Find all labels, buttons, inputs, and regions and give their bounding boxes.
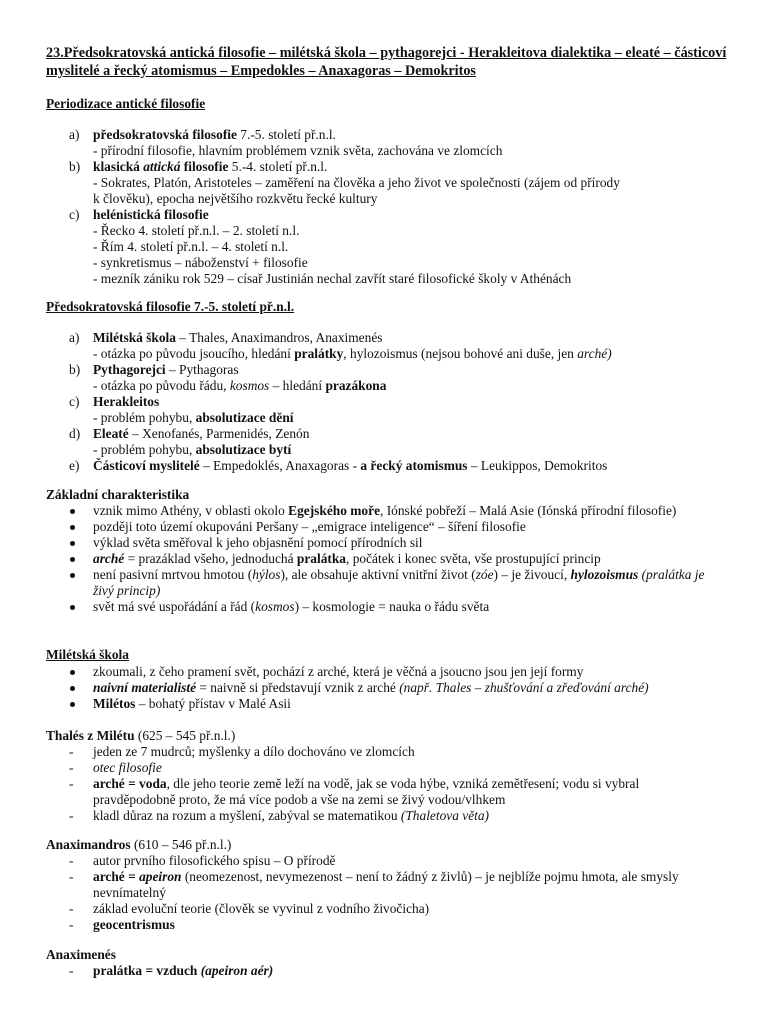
- text-run: – Empedoklés, Anaxagoras -: [199, 458, 361, 473]
- heading-miletska: Milétská škola: [46, 647, 129, 662]
- text-run: kosmos: [255, 599, 295, 614]
- list-item: [0, 599, 723, 615]
- list-item: [0, 551, 723, 567]
- list-item: [0, 159, 768, 207]
- list-line: [93, 239, 768, 255]
- list-marker: c): [69, 394, 80, 409]
- list-line: [93, 442, 768, 458]
- list-item: [0, 458, 768, 474]
- list-marker: b): [69, 362, 81, 377]
- text-run: k člověku), epocha největšího rozkvětu řecké kultury: [93, 191, 378, 206]
- text-run: arché: [93, 551, 125, 566]
- text-run: svět má své uspořádání a řád (: [93, 599, 256, 614]
- text-run: arché = voda: [93, 776, 167, 791]
- text-run: - přírodní filosofie, hlavním problémem vznik světa, zachována ve zlomcích: [93, 143, 503, 158]
- list-line: [93, 458, 768, 474]
- list-item: [0, 394, 768, 426]
- text-run: - Řím 4. století př.n.l. – 4. století n.l.: [93, 239, 289, 254]
- thales-dates: (625 – 545 př.n.l.): [134, 728, 236, 743]
- text-run: , dle jeho teorie země leží na vodě, jak se voda hýbe, vzniká zemětřesení; vodu si vybral pravděpodobně proto, že má více podob a vše na zemi se živý vodou/vlhkem: [93, 776, 640, 807]
- list-line: [93, 410, 768, 426]
- text-run: otec filosofie: [93, 760, 162, 775]
- text-run: arché): [577, 346, 612, 361]
- text-run: kosmos: [229, 378, 270, 393]
- list-item: [0, 776, 723, 808]
- list-line: [93, 362, 768, 378]
- text-run: (např. Thales – zhušťování a zřeďování arché): [399, 680, 649, 695]
- list-line: [93, 330, 768, 346]
- list-line: [93, 223, 768, 239]
- text-run: Milétská škola: [93, 330, 176, 345]
- text-run: hylozoismus: [570, 567, 639, 582]
- list-item: [0, 917, 723, 933]
- list-item: [0, 664, 723, 680]
- dash-marker: -: [69, 853, 74, 868]
- text-run: prazákona: [325, 378, 387, 393]
- anaximenes-list: [0, 963, 768, 979]
- text-run: Eleaté: [93, 426, 129, 441]
- list-item: [0, 426, 768, 458]
- text-run: a řecký atomismus: [360, 458, 468, 473]
- periodizace-list: [0, 127, 768, 287]
- text-run: - Řecko 4. století př.n.l. – 2. století n.l.: [93, 223, 300, 238]
- list-line: [93, 271, 768, 287]
- bullet-icon: [70, 702, 75, 707]
- list-item: [0, 760, 723, 776]
- list-item: [0, 853, 723, 869]
- text-run: - synkretismus – náboženství + filosofie: [93, 255, 308, 270]
- text-run: Pythagorejci: [93, 362, 166, 377]
- text-run: – Pythagoras: [165, 362, 239, 377]
- list-line: [93, 159, 768, 175]
- list-item: [0, 744, 723, 760]
- text-run: (pralátka je živý princip): [93, 567, 705, 598]
- text-run: není pasivní mrtvou hmotou (: [93, 567, 253, 582]
- heading-predsokratovska: Předsokratovská filosofie 7.-5. století př.n.l.: [46, 299, 295, 314]
- list-item: [0, 362, 768, 394]
- text-run: Egejského moře: [288, 503, 381, 518]
- text-run: filosofie: [180, 159, 229, 174]
- text-run: hýlos: [252, 567, 281, 582]
- list-line: [93, 207, 768, 223]
- list-line: [93, 175, 768, 191]
- text-run: – bohatý přístav v Malé Asii: [135, 696, 291, 711]
- text-run: naivní materialisté: [93, 680, 197, 695]
- text-run: předsokratovská filosofie: [93, 127, 237, 142]
- text-run: zkoumali, z čeho pramení svět, pochází z arché, která je věčná a jsoucno jsou jen její formy: [93, 664, 584, 679]
- text-run: - problém pohybu,: [93, 410, 196, 425]
- text-run: - mezník zániku rok 529 – císař Justinián nechal zavřít staré filosofické školy v Athénách: [93, 271, 572, 286]
- text-run: , hylozoismus (nejsou bohové ani duše, jen: [343, 346, 578, 361]
- text-run: jeden ze 7 mudrců; myšlenky a dílo dochováno ve zlomcích: [93, 744, 415, 759]
- text-run: – Xenofanés, Parmenidés, Zenón: [128, 426, 310, 441]
- text-run: - Sokrates, Platón, Aristoteles – zaměření na člověka a jeho život ve společnosti (zájem od přírody: [93, 175, 620, 190]
- anaximandros-dates: (610 – 546 př.n.l.): [130, 837, 232, 852]
- list-marker: b): [69, 159, 81, 174]
- text-run: pralátka: [296, 551, 346, 566]
- bullet-icon: [70, 670, 75, 675]
- list-marker: c): [69, 207, 80, 222]
- text-run: zóe: [475, 567, 494, 582]
- list-item: [0, 808, 723, 824]
- text-run: ) – je živoucí,: [493, 567, 571, 582]
- list-marker: e): [69, 458, 80, 473]
- text-run: – hledání: [269, 378, 326, 393]
- list-item: [0, 127, 768, 159]
- text-run: = naivně si představují vznik z arché: [196, 680, 400, 695]
- bullet-icon: [70, 557, 75, 562]
- text-run: – Thales, Anaximandros, Anaximenés: [175, 330, 383, 345]
- text-run: kladl důraz na rozum a myšlení, zabýval se matematikou: [93, 808, 401, 823]
- text-run: pralátky: [294, 346, 344, 361]
- text-run: Milétos: [93, 696, 136, 711]
- text-run: geocentrismus: [93, 917, 175, 932]
- text-run: (apeiron aér): [200, 963, 274, 978]
- dash-marker: -: [69, 760, 74, 775]
- bullet-icon: [70, 573, 75, 578]
- text-run: základ evoluční teorie (člověk se vyvinul z vodního živočicha): [93, 901, 430, 916]
- text-run: – Leukippos, Demokritos: [467, 458, 608, 473]
- list-item: [0, 535, 723, 551]
- list-line: [93, 394, 768, 410]
- text-run: 5.-4. století př.n.l.: [228, 159, 328, 174]
- text-run: Herakleitos: [93, 394, 160, 409]
- dash-marker: -: [69, 776, 74, 791]
- list-line: [93, 378, 768, 394]
- bullet-icon: [70, 686, 75, 691]
- text-run: = prazáklad všeho, jednoduchá: [124, 551, 297, 566]
- list-line: [93, 255, 768, 271]
- bullet-icon: [70, 525, 75, 530]
- text-run: absolutizace dění: [195, 410, 294, 425]
- thales-list: [0, 744, 768, 824]
- list-item: [0, 207, 768, 287]
- text-run: apeiron: [139, 869, 182, 884]
- text-run: , Iónské pobřeží – Malá Asie (Iónská přírodní filosofie): [380, 503, 677, 518]
- bullet-icon: [70, 541, 75, 546]
- text-run: arché =: [93, 869, 140, 884]
- list-line: [93, 127, 768, 143]
- list-item: [0, 519, 723, 535]
- text-run: - otázka po původu řádu,: [93, 378, 230, 393]
- list-item: [0, 567, 723, 599]
- dash-marker: -: [69, 744, 74, 759]
- dash-marker: -: [69, 869, 74, 884]
- predsokratovska-list: [0, 330, 768, 474]
- text-run: helénistická filosofie: [93, 207, 209, 222]
- dash-marker: -: [69, 808, 74, 823]
- list-line: [93, 143, 768, 159]
- text-run: (Thaletova věta): [400, 808, 490, 823]
- list-item: [0, 963, 723, 979]
- text-run: attická: [143, 159, 181, 174]
- text-run: (neomezenost, nevymezenost – není to žádný z živlů) – je nejblíže pojmu hmota, ale smysly nevnímatelný: [93, 869, 679, 900]
- text-run: později toto území okupováni Peršany – „emigrace inteligence“ – šíření filosofie: [93, 519, 526, 534]
- list-item: [0, 503, 723, 519]
- dash-marker: -: [69, 901, 74, 916]
- heading-anaximenes: Anaximenés: [46, 947, 116, 962]
- list-marker: a): [69, 330, 80, 345]
- dash-marker: -: [69, 917, 74, 932]
- heading-anaximandros: [46, 837, 231, 853]
- anaximandros-name: Anaximandros: [46, 837, 131, 852]
- text-run: ) – kosmologie = nauka o řádu světa: [294, 599, 490, 614]
- list-line: [93, 191, 768, 207]
- list-item: [0, 330, 768, 362]
- charakteristika-list: [0, 503, 768, 615]
- list-item: [0, 901, 723, 917]
- text-run: Částicoví myslitelé: [93, 458, 200, 473]
- list-marker: a): [69, 127, 80, 142]
- text-run: absolutizace bytí: [195, 442, 292, 457]
- text-run: výklad světa směřoval k jeho objasnění pomocí přírodních sil: [93, 535, 423, 550]
- text-run: autor prvního filosofického spisu – O přírodě: [93, 853, 336, 868]
- anaximandros-list: [0, 853, 768, 933]
- text-run: - problém pohybu,: [93, 442, 196, 457]
- bullet-icon: [70, 605, 75, 610]
- heading-periodizace: Periodizace antické filosofie: [46, 96, 206, 111]
- heading-thales: [46, 728, 235, 744]
- dash-marker: -: [69, 963, 74, 978]
- text-run: vznik mimo Athény, v oblasti okolo: [93, 503, 289, 518]
- text-run: klasická: [93, 159, 144, 174]
- bullet-icon: [70, 509, 75, 514]
- list-item: [0, 696, 723, 712]
- document-title: 23.Předsokratovská antická filosofie – milétská škola – pythagorejci - Herakleitova dialektika – eleaté – částicoví myslitelé a řecký atomismus – Empedokles – Anaxagoras – Demokritos: [46, 45, 727, 79]
- thales-name: Thalés z Milétu: [46, 728, 135, 743]
- heading-charakteristika: Základní charakteristika: [46, 487, 190, 502]
- text-run: ), ale obsahuje aktivní vnitřní život (: [280, 567, 476, 582]
- list-item: [0, 869, 723, 901]
- text-run: 7.-5. století př.n.l.: [236, 127, 336, 142]
- text-run: , počátek i konec světa, vše prostupující princip: [346, 551, 601, 566]
- text-run: pralátka = vzduch: [93, 963, 201, 978]
- text-run: - otázka po původu jsoucího, hledání: [93, 346, 295, 361]
- miletska-list: [0, 664, 768, 712]
- list-line: [93, 346, 768, 362]
- list-line: [93, 426, 768, 442]
- list-item: [0, 680, 723, 696]
- list-marker: d): [69, 426, 81, 441]
